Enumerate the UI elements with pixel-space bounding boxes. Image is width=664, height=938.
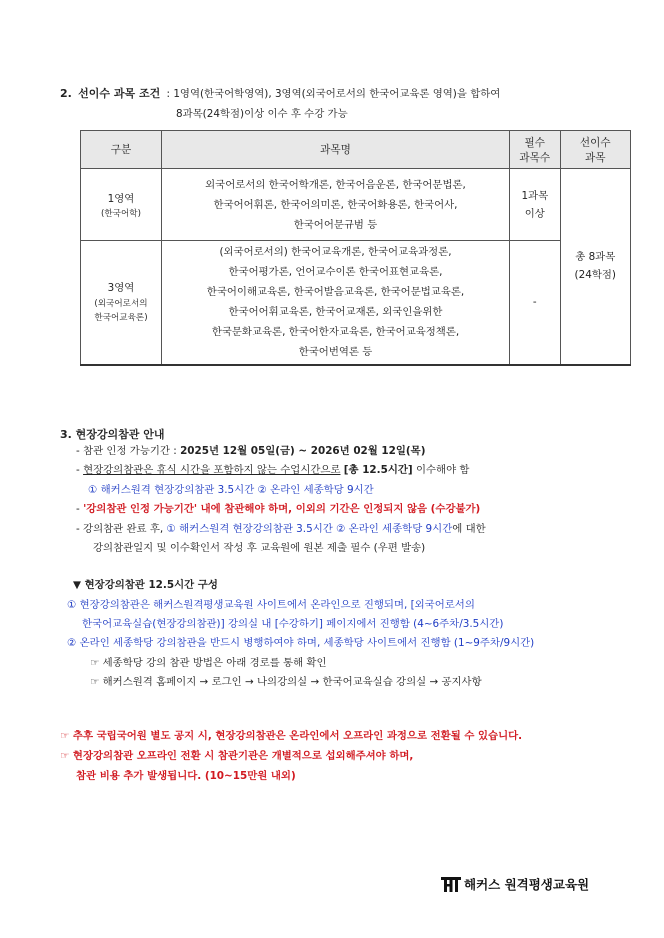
table-row	[81, 241, 631, 365]
section3-title: 3. 현장강의참관 안내	[60, 428, 165, 441]
row2-category-sub-line1: (외국어로서의	[94, 299, 148, 310]
header-prereq-line2: 과목	[585, 151, 606, 164]
row2-subject-line: 한국어이해교육론, 한국어발음교육론, 한국어문법교육론,	[206, 286, 465, 299]
row1-subject-line: 한국어어휘론, 한국어의미론, 한국어화용론, 한국어사,	[213, 198, 458, 211]
period-warning: '강의참관 인정 가능기간' 내에 참관해야 하며, 이외의 기간은 인정되지 않음 (수강불가)	[83, 503, 481, 515]
hours-breakdown: ① 해커스원격 현장강의참관 3.5시간 ② 온라인 세종학당 9시간	[88, 484, 374, 496]
section2-condition-line2: 8과목(24학점)이상 이수 후 수강 가능	[176, 108, 348, 120]
header-required	[510, 131, 560, 169]
structure-item1-line1: ① 현장강의참관은 해커스원격평생교육원 사이트에서 온라인으로 진행되며, [외국어로서의	[67, 599, 475, 611]
note-path: ☞ 해커스원격 홈페이지 → 로그인 → 나의강의실 → 한국어교육실습 강의실 → 공지사항	[90, 676, 482, 688]
row1-subject-line: 한국어어문규범 등	[293, 218, 378, 231]
header-prereq	[560, 131, 630, 169]
total-hours-suffix: 이수해야 함	[412, 464, 470, 476]
row1-required-line1: 1과목	[521, 189, 549, 202]
header-category: 구분	[81, 131, 162, 169]
row1-required	[510, 169, 560, 241]
prereq-course-table	[80, 130, 631, 366]
structure-item1-line2: 한국어교육실습(현장강의참관)] 강의실 내 [수강하기] 페이지에서 진행함 (4~6주차/3.5시간)	[82, 618, 504, 630]
row2-category-sub-line2: 한국어교육론)	[94, 313, 148, 324]
notice-offline-conversion: ☞ 추후 국립국어원 별도 공지 시, 현장강의참관은 온라인에서 오프라인 과정으로 전환될 수 있습니다.	[60, 730, 523, 742]
header-subjects: 과목명	[161, 131, 509, 169]
period-dates: 2025년 12월 05일(금) ~ 2026년 02월 12일(목)	[180, 445, 426, 457]
structure-title: ▼ 현장강의참관 12.5시간 구성	[73, 579, 218, 591]
total-hours-underlined: 현장강의참관은 휴식 시간을 포함하지 않는 수업시간으로	[83, 464, 341, 476]
row1-category-sub: (한국어학)	[101, 208, 141, 219]
row2-subjects	[161, 241, 509, 365]
row1-subject-line: 외국어로서의 한국어학개론, 한국어음운론, 한국어문법론,	[205, 178, 466, 191]
submission-prefix: - 강의참관 완료 후,	[76, 523, 167, 535]
total-hours-line	[76, 465, 469, 475]
total-hours-bold: [총 12.5시간]	[343, 464, 413, 476]
row2-subject-line: 한국어평가론, 언어교수이론 한국어표현교육론,	[228, 266, 443, 279]
row2-subject-line: 한국어어휘교육론, 한국어교재론, 외국인을위한	[228, 306, 443, 319]
submission-line2: 강의참관일지 및 이수확인서 작성 후 교육원에 원본 제출 필수 (우편 발송)	[93, 542, 426, 554]
header-required-line1: 필수	[524, 136, 546, 149]
prereq-total	[560, 169, 630, 365]
hackers-logo-icon	[441, 877, 461, 892]
structure-item2-line1: ② 온라인 세종학당 강의참관을 반드시 병행하여야 하며, 세종학당 사이트에서 진행함 (1~9주차/9시간)	[67, 637, 535, 649]
table-row	[81, 169, 631, 241]
total-hours-dash: -	[76, 464, 84, 476]
hackers-logo	[441, 875, 589, 893]
notice-cost-line1: ☞ 현장강의참관 오프라인 전환 시 참관기관은 개별적으로 섭외해주셔야 하며,	[60, 750, 414, 762]
period-prefix: - 참관 인정 가능기간 :	[76, 445, 181, 457]
section2-condition-line1: : 1영역(한국어학영역), 3영역(외국어로서의 한국어교육론 영역)을 합하여	[166, 88, 501, 100]
row2-category-main: 3영역	[107, 282, 135, 295]
row2-subject-line: (외국어로서의) 한국어교육개론, 한국어교육과정론,	[219, 246, 452, 259]
submission-line1	[76, 524, 486, 534]
section2-number: 2.	[60, 87, 72, 100]
hackers-logo-text: 해커스 원격평생교육원	[464, 877, 590, 892]
section2-title-line	[60, 88, 500, 99]
row1-category-main: 1영역	[107, 192, 135, 205]
submission-hours: ① 해커스원격 현장강의참관 3.5시간 ② 온라인 세종학당 9시간	[166, 523, 453, 535]
prereq-total-line2: (24학점)	[574, 269, 616, 282]
header-prereq-line1: 선이수	[579, 136, 611, 149]
row2-subject-line: 한국어번역론 등	[298, 346, 373, 359]
period-warning-dash: -	[76, 503, 84, 515]
submission-suffix: 에 대한	[452, 523, 486, 535]
header-required-line2: 과목수	[519, 151, 551, 164]
notice-cost-line2: 참관 비용 추가 발생됩니다. (10~15만원 내외)	[76, 770, 296, 782]
note-sejong-method: ☞ 세종학당 강의 참관 방법은 아래 경로를 통해 확인	[90, 657, 327, 669]
period-warning-line	[76, 504, 480, 514]
section2-title: 선이수 과목 조건	[78, 87, 161, 100]
row1-required-line2: 이상	[524, 207, 545, 220]
row2-category	[81, 241, 162, 365]
row2-required: -	[510, 241, 560, 365]
prereq-total-line1: 총 8과목	[575, 251, 616, 264]
period-line	[76, 446, 425, 456]
row1-subjects	[161, 169, 509, 241]
table-header-row	[81, 131, 631, 169]
row1-category	[81, 169, 162, 241]
row2-subject-line: 한국문화교육론, 한국어한자교육론, 한국어교육정책론,	[211, 326, 460, 339]
